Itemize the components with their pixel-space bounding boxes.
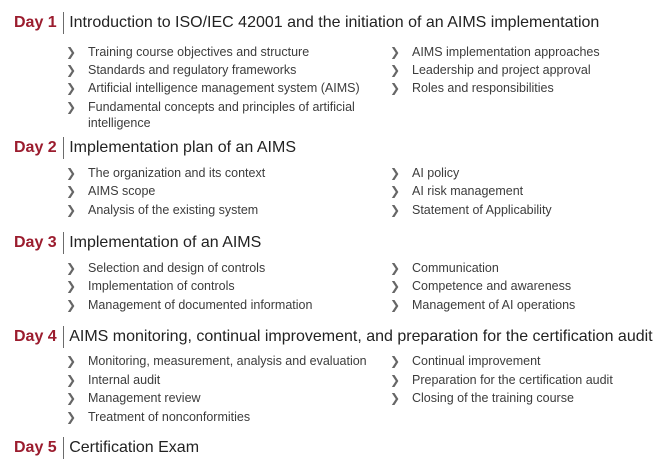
chevron-right-icon: ❯ <box>390 63 401 77</box>
chevron-right-icon: ❯ <box>66 81 77 95</box>
chevron-right-icon: ❯ <box>66 279 77 293</box>
list-item-text: Implementation of controls <box>88 279 235 293</box>
chevron-right-icon: ❯ <box>390 45 401 59</box>
day-label: Day 3 <box>14 234 57 251</box>
list-item-text: Management of AI operations <box>412 298 576 312</box>
chevron-right-icon: ❯ <box>66 166 77 180</box>
list-item <box>390 62 665 78</box>
chevron-right-icon: ❯ <box>66 298 77 312</box>
list-item <box>66 80 372 96</box>
list-item-text: Statement of Applicability <box>412 203 552 217</box>
chevron-right-icon: ❯ <box>390 81 401 95</box>
chevron-right-icon: ❯ <box>390 298 401 312</box>
list-item-text: Selection and design of controls <box>88 261 266 275</box>
list-item <box>66 278 372 294</box>
list-item-text: The organization and its context <box>88 166 266 180</box>
list-item <box>66 44 372 60</box>
list-item-text: Artificial intelligence management system (AIMS) <box>88 81 360 95</box>
chevron-right-icon: ❯ <box>66 203 77 217</box>
list-item-text: Standards and regulatory frameworks <box>88 63 297 77</box>
list-item-text: Treatment of nonconformities <box>88 410 251 424</box>
day-4-header <box>14 325 653 349</box>
list-item <box>66 353 372 369</box>
chevron-right-icon: ❯ <box>66 261 77 275</box>
header-separator <box>63 326 65 348</box>
chevron-right-icon: ❯ <box>66 373 77 387</box>
list-item <box>66 183 372 199</box>
list-item <box>390 353 665 369</box>
day-1-header <box>14 11 599 35</box>
list-item-text: Competence and awareness <box>412 279 572 293</box>
day-label: Day 1 <box>14 14 57 31</box>
day-3-header <box>14 231 261 255</box>
list-item <box>66 202 372 218</box>
list-item-text: Management of documented information <box>88 298 313 312</box>
list-item-text: AI policy <box>412 166 460 180</box>
chevron-right-icon: ❯ <box>66 354 77 368</box>
day-1-section <box>0 11 670 131</box>
header-separator <box>63 232 65 254</box>
list-item <box>390 183 665 199</box>
day-label: Day 4 <box>14 328 57 345</box>
chevron-right-icon: ❯ <box>66 63 77 77</box>
chevron-right-icon: ❯ <box>390 166 401 180</box>
chevron-right-icon: ❯ <box>390 203 401 217</box>
day-2-header <box>14 136 296 160</box>
chevron-right-icon: ❯ <box>66 184 77 198</box>
list-item <box>66 62 372 78</box>
day-5-header <box>14 436 199 460</box>
chevron-right-icon: ❯ <box>390 184 401 198</box>
list-item-text: Management review <box>88 391 201 405</box>
day-title: Certification Exam <box>69 439 200 456</box>
list-item <box>390 372 665 388</box>
list-item-text: Analysis of the existing system <box>88 203 259 217</box>
list-item-text: Internal audit <box>88 373 161 387</box>
list-item <box>390 44 665 60</box>
list-item-text: Training course objectives and structure <box>88 45 310 59</box>
list-item-text: AIMS implementation approaches <box>412 45 600 59</box>
chevron-right-icon: ❯ <box>66 45 77 59</box>
chevron-right-icon: ❯ <box>66 100 77 114</box>
header-separator <box>63 12 65 34</box>
header-separator <box>63 437 65 459</box>
list-item-text: Communication <box>412 261 499 275</box>
list-item-text: Monitoring, measurement, analysis and evaluation <box>88 354 367 368</box>
day-title: AIMS monitoring, continual improvement, and preparation for the certification audit <box>69 328 653 345</box>
list-item-text: Continual improvement <box>412 354 541 368</box>
list-item-text: Leadership and project approval <box>412 63 591 77</box>
chevron-right-icon: ❯ <box>66 391 77 405</box>
day-4-section <box>0 325 670 430</box>
list-item <box>66 165 372 181</box>
chevron-right-icon: ❯ <box>390 354 401 368</box>
list-item-text: Fundamental concepts and principles of artificial intelligence <box>88 100 355 130</box>
list-item <box>66 409 372 425</box>
day-label: Day 5 <box>14 439 57 456</box>
list-item <box>66 372 372 388</box>
list-item <box>390 260 665 276</box>
chevron-right-icon: ❯ <box>390 391 401 405</box>
list-item <box>66 390 372 406</box>
day-5-section <box>0 436 670 462</box>
list-item-text: AIMS scope <box>88 184 156 198</box>
list-item-text: AI risk management <box>412 184 524 198</box>
list-item <box>390 390 665 406</box>
list-item <box>390 202 665 218</box>
list-item <box>390 80 665 96</box>
chevron-right-icon: ❯ <box>390 373 401 387</box>
header-separator <box>63 137 65 159</box>
day-label: Day 2 <box>14 139 57 156</box>
list-item <box>66 260 372 276</box>
list-item <box>66 297 372 313</box>
chevron-right-icon: ❯ <box>66 410 77 424</box>
chevron-right-icon: ❯ <box>390 261 401 275</box>
list-item <box>390 165 665 181</box>
list-item-text: Roles and responsibilities <box>412 81 554 95</box>
day-title: Introduction to ISO/IEC 42001 and the initiation of an AIMS implementation <box>69 14 600 31</box>
list-item-text: Preparation for the certification audit <box>412 373 613 387</box>
day-title: Implementation plan of an AIMS <box>69 139 296 156</box>
day-3-section <box>0 231 670 321</box>
list-item-text: Closing of the training course <box>412 391 574 405</box>
day-2-section <box>0 136 670 226</box>
chevron-right-icon: ❯ <box>390 279 401 293</box>
list-item <box>390 297 665 313</box>
day-title: Implementation of an AIMS <box>69 234 262 251</box>
list-item <box>390 278 665 294</box>
list-item <box>66 99 372 131</box>
